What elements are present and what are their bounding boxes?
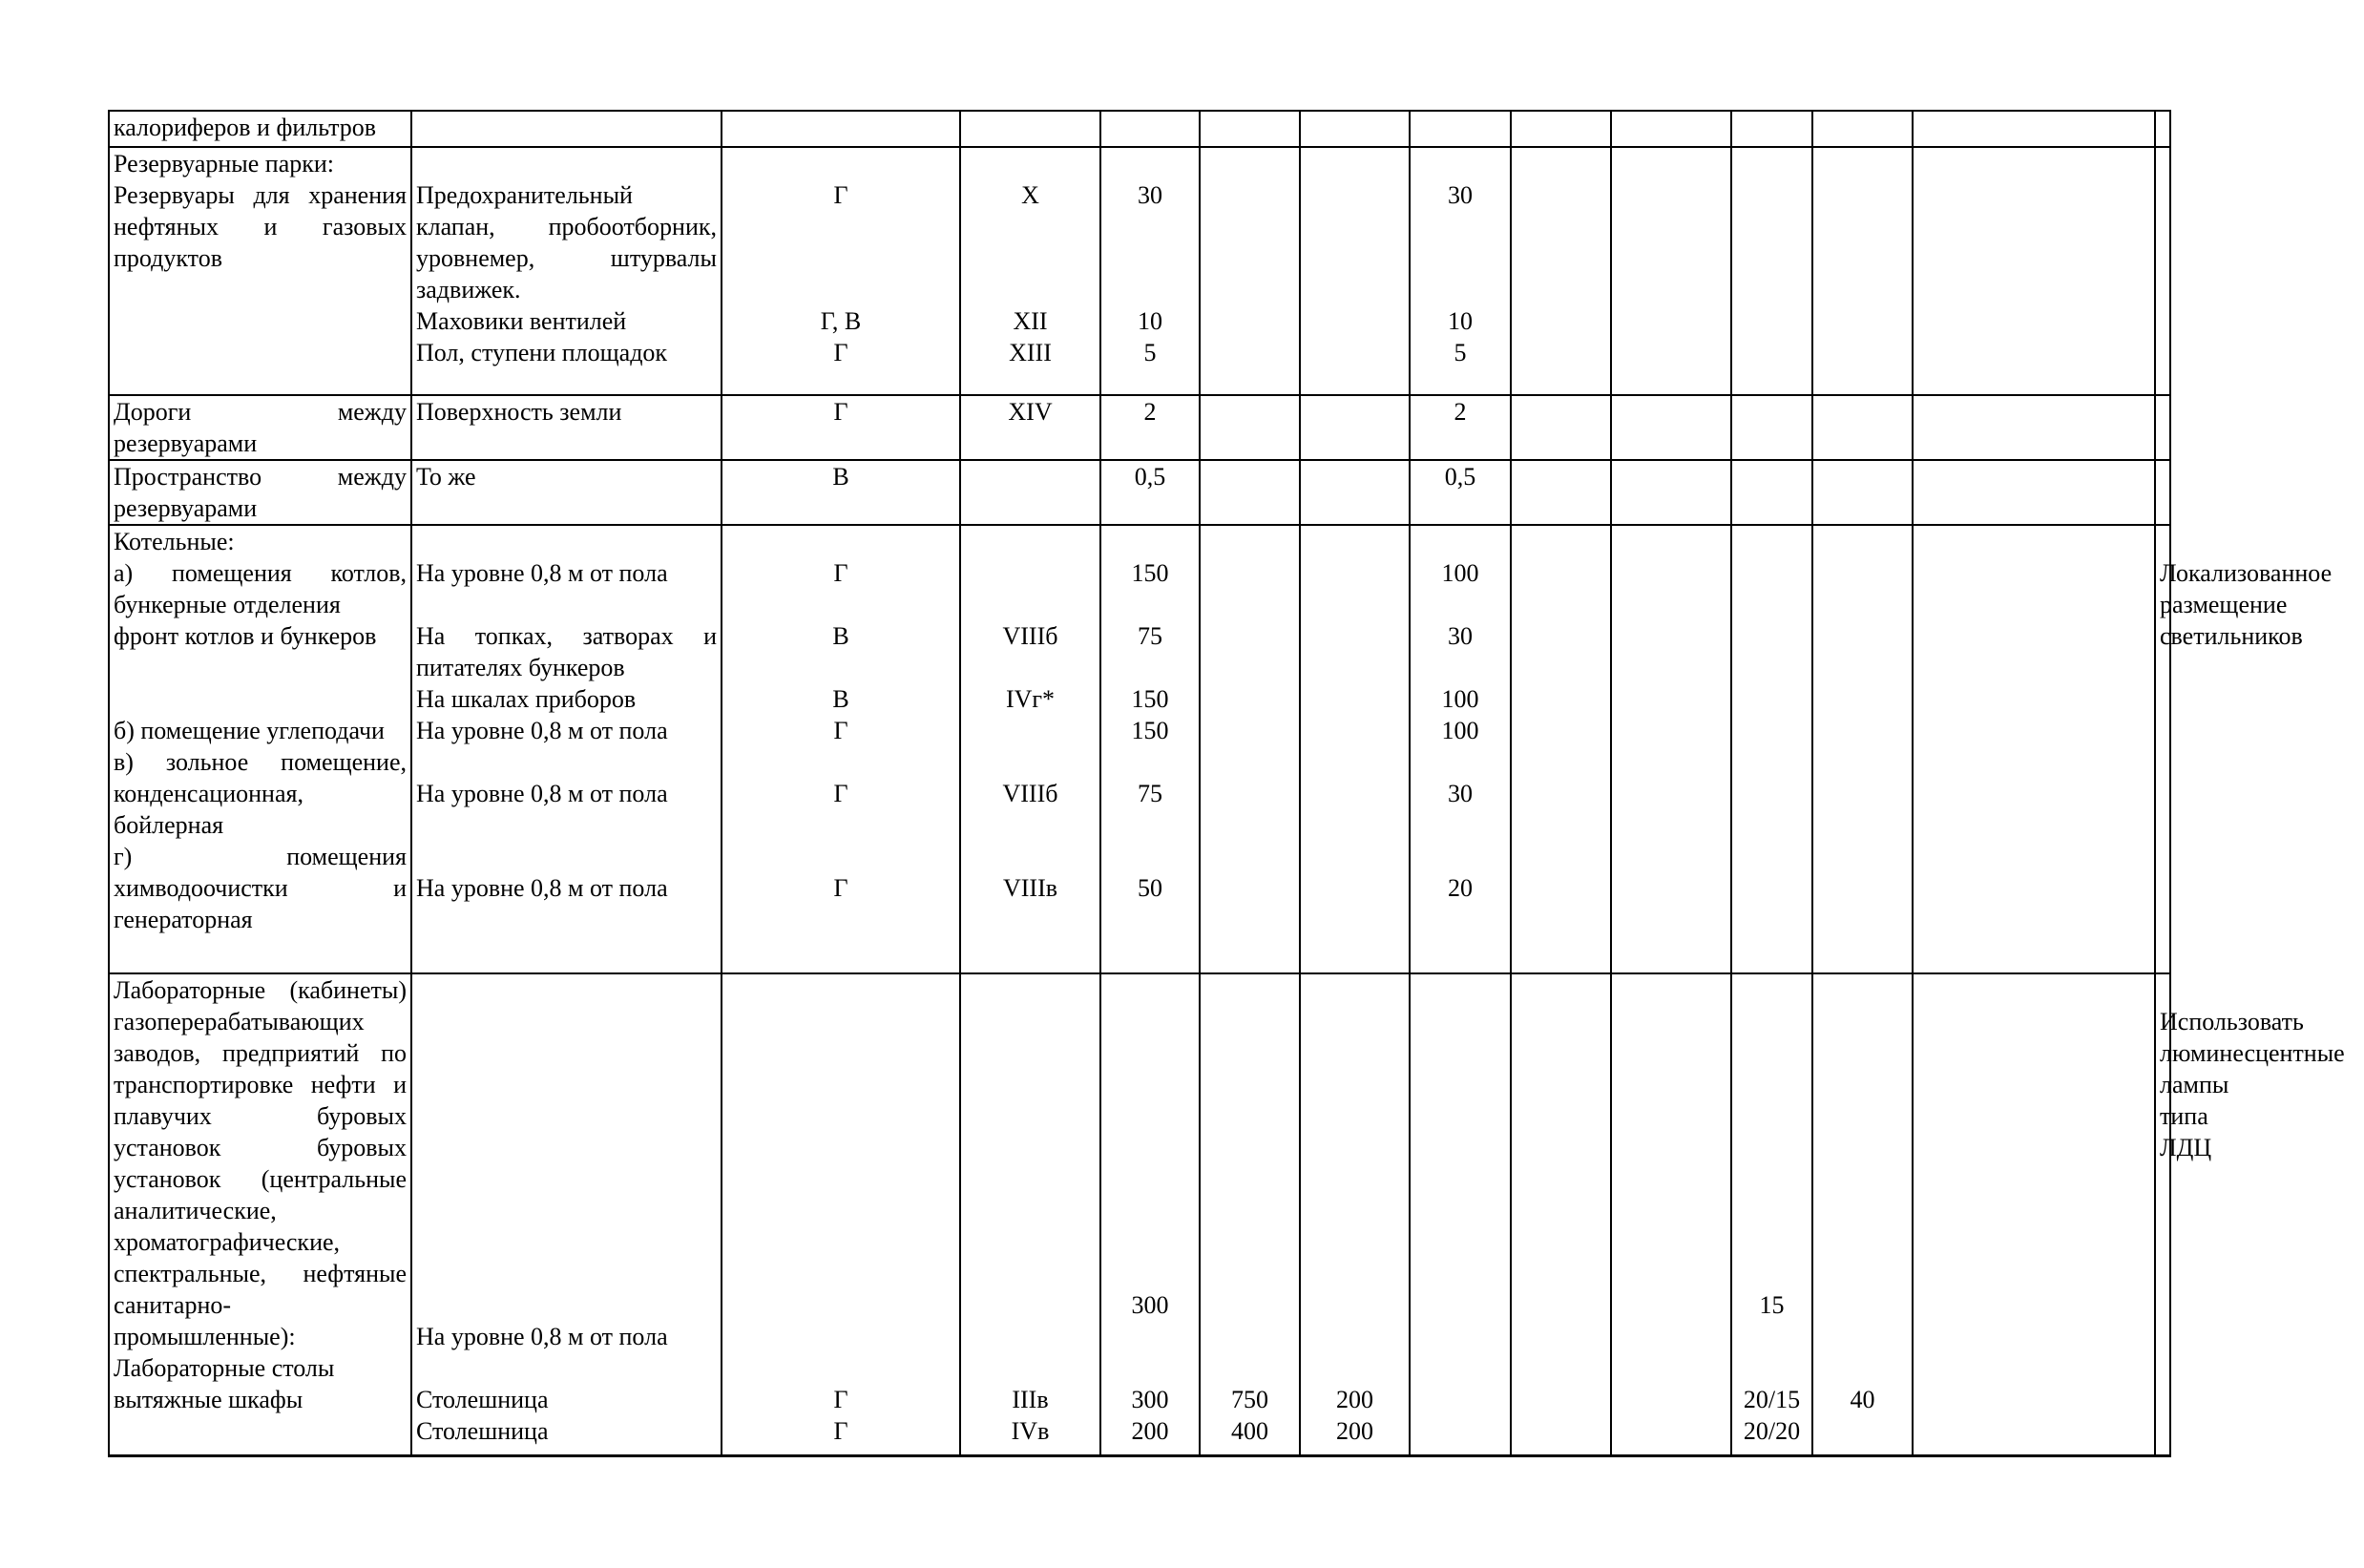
lux-general-cell (1300, 395, 1410, 460)
lux-cell: 2 (1100, 395, 1200, 460)
pulsation-cell (1812, 147, 1913, 395)
edge-cell: Использовать люминесцентные лампы типа ЛДЦ (2155, 973, 2170, 1455)
lux-combined-cell (1200, 111, 1300, 147)
lux-combined-cell (1200, 525, 1300, 973)
lux-cell: 300 300 200 (1100, 973, 1200, 1455)
edge-cell (2155, 111, 2170, 147)
factor-cell (1731, 395, 1812, 460)
lux-cell (1100, 111, 1200, 147)
lux-cell: 0,5 (1100, 460, 1200, 525)
plane-cell: Г (722, 395, 960, 460)
edge-cell (2155, 147, 2170, 395)
edge-cell: Локализованное размещение светильников (2155, 525, 2170, 973)
extra-cell-a (1511, 395, 1611, 460)
table-row (109, 147, 2170, 395)
table-row (109, 525, 2170, 973)
category-cell: VIIIб IVг* VIIIб VIIIв (960, 525, 1100, 973)
lux-general-cell (1300, 147, 1410, 395)
category-cell: IIIв IVв (960, 973, 1100, 1455)
pulsation-cell (1812, 525, 1913, 973)
category-cell (960, 460, 1100, 525)
table-row (109, 111, 2170, 147)
lux-general-cell (1300, 111, 1410, 147)
table-row (109, 973, 2170, 1455)
lux-cell: 30 10 5 (1100, 147, 1200, 395)
lux-combined-cell (1200, 395, 1300, 460)
plane-cell: Г Г, В Г (722, 147, 960, 395)
factor-cell (1731, 111, 1812, 147)
extra-cell-a (1511, 111, 1611, 147)
plane-cell: Г В В Г Г Г (722, 525, 960, 973)
extra-cell-b (1611, 460, 1731, 525)
extra-cell-b (1611, 147, 1731, 395)
extra-cell-a (1511, 525, 1611, 973)
extra-cell-b (1611, 111, 1731, 147)
extra-cell-a (1511, 973, 1611, 1455)
lux-combined-cell (1200, 460, 1300, 525)
lux-general-cell (1300, 460, 1410, 525)
area-cell: калориферов и фильтров (109, 111, 411, 147)
lux-general-cell (1300, 525, 1410, 973)
area-cell: Дороги между резервуарами (109, 395, 411, 460)
notes-cell (1913, 147, 2155, 395)
notes-cell (1913, 460, 2155, 525)
extra-cell-b (1611, 525, 1731, 973)
notes-cell (1913, 525, 2155, 973)
notes-cell (1913, 973, 2155, 1455)
area-cell: Пространство между резервуарами (109, 460, 411, 525)
surface-cell: Предохранительный клапан, пробоотборник, уровнемер, штурвалы задвижек. Маховики вентилей Пол, ступени площадок (411, 147, 722, 395)
lux-general-only-cell: 2 (1410, 395, 1511, 460)
plane-cell: Г Г (722, 973, 960, 1455)
lux-combined-cell (1200, 147, 1300, 395)
edge-cell (2155, 395, 2170, 460)
pulsation-cell (1812, 460, 1913, 525)
pulsation-cell (1812, 395, 1913, 460)
surface-cell: На уровне 0,8 м от пола Столешница Столешница (411, 973, 722, 1455)
pulsation-cell: 40 (1812, 973, 1913, 1455)
surface-cell: Поверхность земли (411, 395, 722, 460)
area-cell: Лабораторные (кабинеты) газоперерабатывающих заводов, предприятий по транспортировке нефти и плавучих буровых установок буровых установок (центральные аналитические, хроматографические, спектральные, нефтяные санитарно-промышленные): Лабораторные столы вытяжные шкафы (109, 973, 411, 1455)
edge-cell (2155, 460, 2170, 525)
category-cell: X XII XIII (960, 147, 1100, 395)
factor-cell: 15 20/15 20/20 (1731, 973, 1812, 1455)
lux-cell: 150 75 150 150 75 50 (1100, 525, 1200, 973)
illumination-norms-table (108, 110, 2345, 1457)
extra-cell-a (1511, 147, 1611, 395)
plane-cell (722, 111, 960, 147)
factor-cell (1731, 460, 1812, 525)
lux-combined-cell: 750 400 (1200, 973, 1300, 1455)
extra-cell-b (1611, 395, 1731, 460)
lux-general-only-cell: 100 30 100 100 30 20 (1410, 525, 1511, 973)
lux-general-only-cell: 0,5 (1410, 460, 1511, 525)
surface-cell: На уровне 0,8 м от пола На топках, затворах и питателях бункеров На шкалах приборов На уровне 0,8 м от пола На уровне 0,8 м от пола На уровне 0,8 м от пола (411, 525, 722, 973)
factor-cell (1731, 525, 1812, 973)
area-cell: Резервуарные парки: Резервуары для хранения нефтяных и газовых продуктов (109, 147, 411, 395)
pulsation-cell (1812, 111, 1913, 147)
category-cell: XIV (960, 395, 1100, 460)
area-cell: Котельные: а) помещения котлов, бункерные отделения фронт котлов и бункеров б) помещение углеподачи в) зольное помещение, конденсационная, бойлерная г) помещения химводоочистки и генераторная (109, 525, 411, 973)
lux-general-only-cell (1410, 973, 1511, 1455)
notes-cell (1913, 395, 2155, 460)
extra-cell-b (1611, 973, 1731, 1455)
lux-general-cell: 200 200 (1300, 973, 1410, 1455)
lux-general-only-cell (1410, 111, 1511, 147)
surface-cell: То же (411, 460, 722, 525)
lux-general-only-cell: 30 10 5 (1410, 147, 1511, 395)
table-row (109, 460, 2170, 525)
notes-cell (1913, 111, 2155, 147)
extra-cell-a (1511, 460, 1611, 525)
surface-cell (411, 111, 722, 147)
factor-cell (1731, 147, 1812, 395)
category-cell (960, 111, 1100, 147)
table-row (109, 395, 2170, 460)
plane-cell: В (722, 460, 960, 525)
